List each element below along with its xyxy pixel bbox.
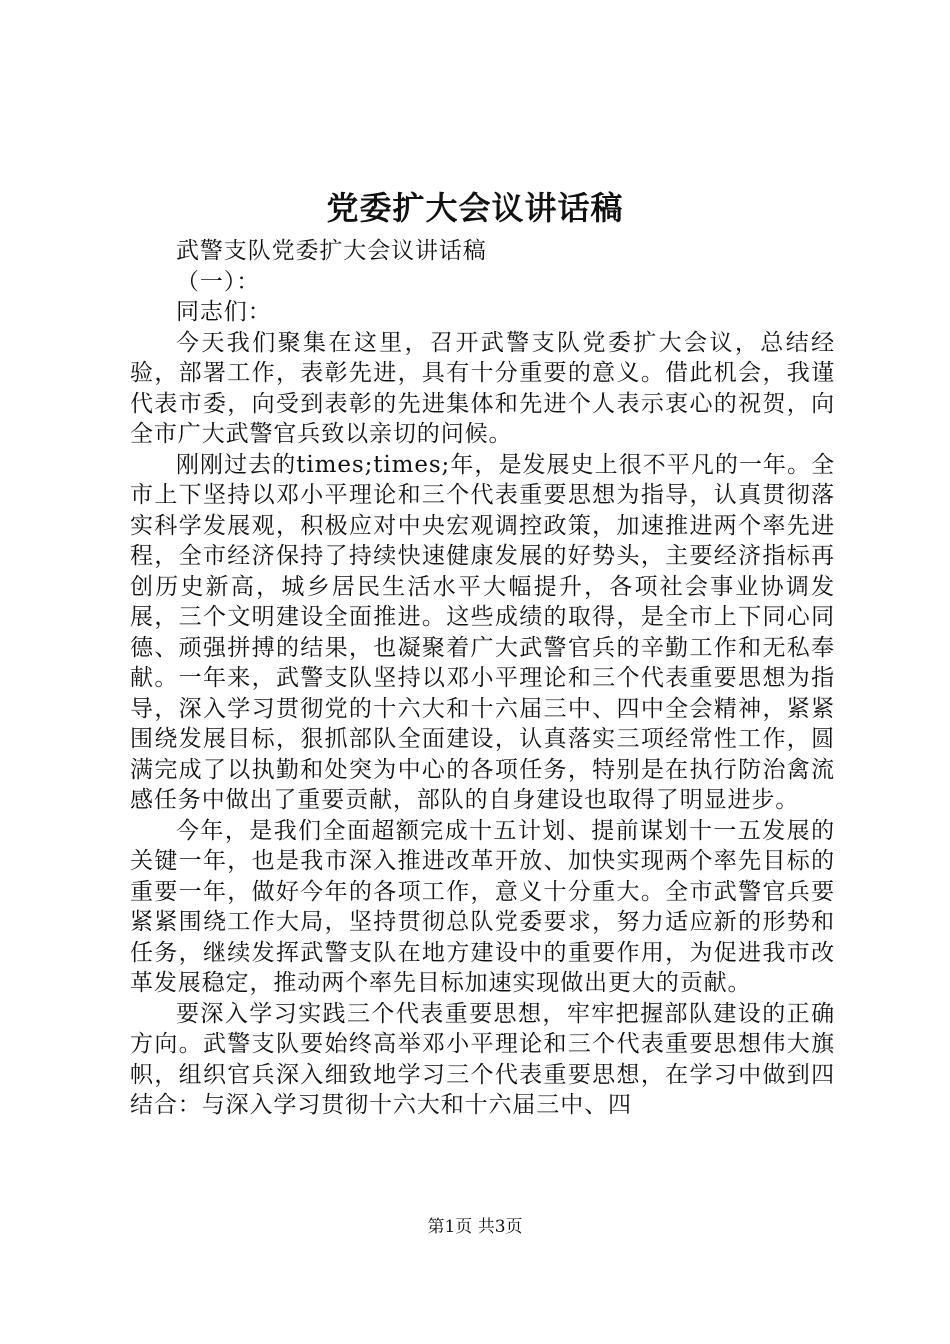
section-marker-paragraph: （一）： — [176, 268, 261, 295]
body-paragraph: 今天我们聚集在这里，召开武警支队党委扩大会议，总结经验，部署工作，表彰先进，具有十分重要的意义。借此机会，我谨代表市委，向受到表彰的先进集体和先进个人表示衷心的祝贺，向全市广大武警官兵致以亲切的问候。 — [130, 329, 835, 447]
body-paragraph: 刚刚过去的times;times;年，是发展史上很不平凡的一年。全市上下坚持以邓小平理论和三个代表重要思想为指导，认真贯彻落实科学发展观，积极应对中央宏观调控政策，加速推进两个率先进程，全市经济保持了持续快速健康发展的好势头，主要经济指标再创历史新高，城乡居民生活水平大幅提升，各项社会事业协调发展，三个文明建设全面推进。这些成绩的取得，是全市上下同心同德、顽强拼搏的结果，也凝聚着广大武警官兵的辛勤工作和无私奉献。一年来，武警支队坚持以邓小平理论和三个代表重要思想为指导，深入学习贯彻党的十六大和十六届三中、四中全会精神，紧紧围绕发展目标，狠抓部队全面建设，认真落实三项经常性工作，圆满完成了以执勤和处突为中心的各项任务，特别是在执行防治禽流感任务中做出了重要贡献，部队的自身建设也取得了明显进步。 — [130, 451, 835, 813]
body-paragraph: 今年，是我们全面超额完成十五计划、提前谋划十一五发展的关键一年，也是我市深入推进改革开放、加快实现两个率先目标的重要一年，做好今年的各项工作，意义十分重大。全市武警官兵要紧紧围绕工作大局，坚持贯彻总队党委要求，努力适应新的形势和任务，继续发挥武警支队在地方建设中的重要作用，为促进我市改革发展稳定，推动两个率先目标加速实现做出更大的贡献。 — [130, 817, 835, 996]
subtitle-paragraph: 武警支队党委扩大会议讲话稿 — [176, 238, 487, 264]
document-title: 党委扩大会议讲话稿 — [326, 189, 624, 227]
body-paragraph: 要深入学习实践三个代表重要思想，牢牢把握部队建设的正确方向。武警支队要始终高举邓小平理论和三个代表重要思想伟大旗帜，组织官兵深入细致地学习三个代表重要思想，在学习中做到四结合：与深入学习贯彻十六大和十六届三中、四 — [130, 1000, 835, 1118]
document-body — [130, 236, 835, 1121]
page-footer: 第1页 共3页 — [427, 1217, 523, 1237]
salutation-paragraph: 同志们： — [176, 299, 272, 325]
